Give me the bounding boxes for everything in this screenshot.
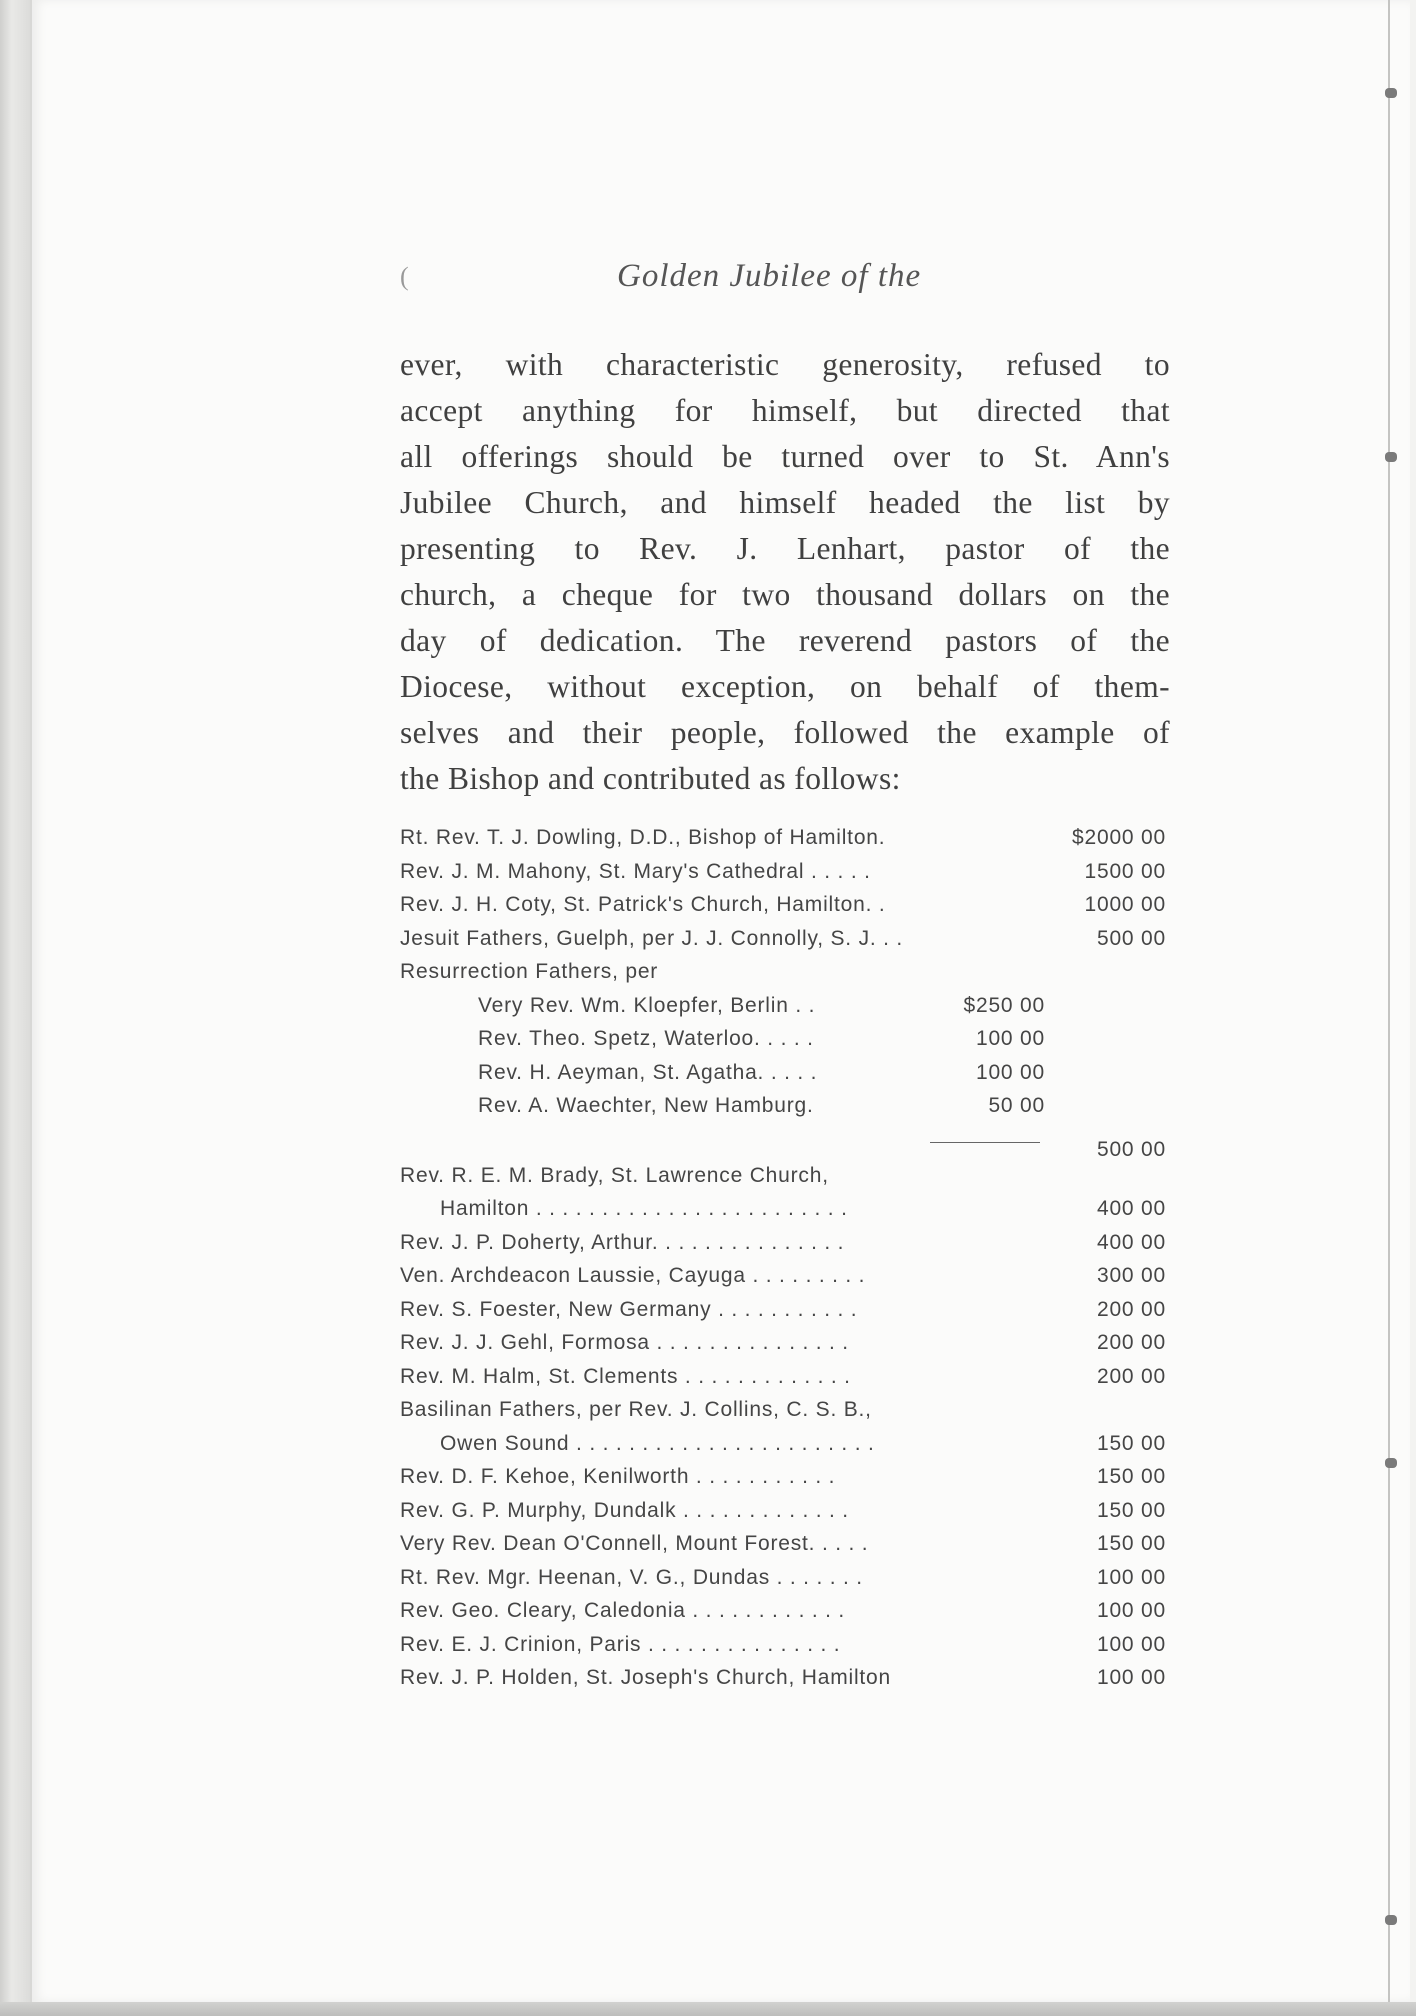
- body-line: church, a cheque for two thousand dollars on the: [400, 577, 1170, 612]
- donation-amount: $250 00: [963, 993, 1045, 1017]
- body-line: ever, with characteristic generosity, refused to: [400, 347, 1170, 382]
- list-item: [400, 1365, 1170, 1399]
- donor-name: Rev. A. Waechter, New Hamburg.: [478, 1094, 814, 1117]
- list-item: [400, 1666, 1170, 1700]
- donation-amount: 100 00: [1096, 1632, 1166, 1656]
- body-line: accept anything for himself, but directed that: [400, 393, 1170, 428]
- donor-name: Rev. E. J. Crinion, Paris . . . . . . . . . . . . . . .: [400, 1632, 841, 1656]
- body-line: Jubilee Church, and himself headed the list by: [400, 485, 1170, 520]
- donation-amount: 100 00: [975, 1027, 1045, 1050]
- list-item: [400, 1398, 1170, 1432]
- sub-list-item: [400, 1061, 1170, 1095]
- list-item: [400, 1164, 1170, 1198]
- list-item: [400, 1499, 1170, 1533]
- subtotal-row: [400, 1128, 1170, 1164]
- list-item: [400, 1633, 1170, 1667]
- donor-name: Rev. J. J. Gehl, Formosa . . . . . . . . . . . . . . .: [400, 1331, 849, 1354]
- donor-name: Very Rev. Wm. Kloepfer, Berlin . .: [478, 993, 816, 1017]
- donor-name: Rev. J. P. Holden, St. Joseph's Church, Hamilton: [400, 1666, 892, 1689]
- margin-mark: (: [400, 262, 409, 291]
- donor-name: Rev. Geo. Cleary, Caledonia . . . . . . . . . . . .: [400, 1599, 846, 1622]
- running-head: [400, 258, 1000, 295]
- donation-amount: 1000 00: [1084, 893, 1166, 916]
- page-right-edge: [1388, 0, 1398, 2002]
- binding-clip-icon: [1385, 88, 1397, 98]
- donor-name: Rt. Rev. T. J. Dowling, D.D., Bishop of Hamilton.: [400, 826, 886, 849]
- donation-amount: 200 00: [1096, 1297, 1166, 1321]
- donor-name: Jesuit Fathers, Guelph, per J. J. Connolly, S. J. . .: [400, 926, 904, 950]
- donor-name: Rev. J. H. Coty, St. Patrick's Church, Hamilton. .: [400, 893, 886, 916]
- donor-name: Rev. G. P. Murphy, Dundalk . . . . . . . . . . . . .: [400, 1498, 849, 1522]
- donor-name: Hamilton . . . . . . . . . . . . . . . . . . . . . . . .: [440, 1197, 848, 1220]
- donation-amount: 400 00: [1096, 1230, 1166, 1254]
- list-item: [400, 1432, 1170, 1466]
- list-item: [400, 1532, 1170, 1566]
- donation-amount: 200 00: [1096, 1364, 1166, 1388]
- body-paragraph: [400, 342, 1170, 802]
- donor-name: Rev. H. Aeyman, St. Agatha. . . . .: [478, 1060, 818, 1084]
- body-line: day of dedication. The reverend pastors of the: [400, 623, 1170, 658]
- sub-list-item: [400, 1094, 1170, 1128]
- subscription-list: [400, 826, 1170, 1700]
- sub-list-item: [400, 994, 1170, 1028]
- list-item: [400, 960, 1170, 994]
- list-item: [400, 1298, 1170, 1332]
- donation-amount: 150 00: [1096, 1431, 1166, 1455]
- page-stack-left-edge: [0, 0, 30, 2016]
- donation-amount: 100 00: [975, 1060, 1045, 1084]
- donation-amount: 150 00: [1096, 1532, 1166, 1555]
- binding-clip-icon: [1385, 1458, 1397, 1468]
- donor-name: Very Rev. Dean O'Connell, Mount Forest. . . . .: [400, 1532, 869, 1555]
- sub-list-item: [400, 1027, 1170, 1061]
- donor-name: Rev. D. F. Kehoe, Kenilworth . . . . . . . . . . .: [400, 1465, 836, 1488]
- donor-name: Rev. M. Halm, St. Clements . . . . . . . . . . . . .: [400, 1364, 851, 1388]
- donation-amount: 500 00: [1096, 926, 1166, 950]
- body-line: the Bishop and contributed as follows:: [400, 761, 901, 796]
- donation-amount: $2000 00: [1072, 826, 1166, 849]
- donation-amount: 50 00: [988, 1094, 1045, 1117]
- list-item: [400, 1331, 1170, 1365]
- list-item: [400, 927, 1170, 961]
- list-item: [400, 1197, 1170, 1231]
- list-item: [400, 1264, 1170, 1298]
- list-item: [400, 1231, 1170, 1265]
- subtotal-amount: 500 00: [1096, 1137, 1166, 1161]
- list-item: [400, 826, 1170, 860]
- list-item: [400, 1465, 1170, 1499]
- donor-name: Owen Sound . . . . . . . . . . . . . . . . . . . . . . .: [440, 1431, 875, 1455]
- subtotal-rule: [930, 1142, 1040, 1143]
- donation-amount: 100 00: [1096, 1565, 1166, 1589]
- donation-amount: 150 00: [1096, 1465, 1166, 1488]
- binding-clip-icon: [1385, 452, 1397, 462]
- donor-name: Basilinan Fathers, per Rev. J. Collins, C. S. B.,: [400, 1398, 872, 1421]
- list-item: [400, 860, 1170, 894]
- donor-name: Rev. J. P. Doherty, Arthur. . . . . . . . . . . . . . .: [400, 1230, 845, 1254]
- donor-name: Rt. Rev. Mgr. Heenan, V. G., Dundas . . . . . . .: [400, 1565, 863, 1589]
- list-item: [400, 1566, 1170, 1600]
- donation-amount: 200 00: [1096, 1331, 1166, 1354]
- running-head-text: Golden Jubilee of the: [617, 258, 922, 294]
- body-line: Diocese, without exception, on behalf of them-: [400, 669, 1170, 704]
- binding-clip-icon: [1385, 1915, 1397, 1925]
- donation-amount: 400 00: [1096, 1197, 1166, 1220]
- body-line: selves and their people, followed the example of: [400, 715, 1170, 750]
- donor-name: Ven. Archdeacon Laussie, Cayuga . . . . . . . . .: [400, 1264, 866, 1287]
- list-item: [400, 893, 1170, 927]
- donation-amount: 100 00: [1096, 1599, 1166, 1622]
- donation-amount: 300 00: [1096, 1264, 1166, 1287]
- donor-name: Resurrection Fathers, per: [400, 960, 659, 983]
- body-line: presenting to Rev. J. Lenhart, pastor of the: [400, 531, 1170, 566]
- page-stack-bottom-edge: [0, 2002, 1416, 2016]
- donor-name: Rev. S. Foester, New Germany . . . . . . . . . . .: [400, 1297, 858, 1321]
- donor-name: Rev. Theo. Spetz, Waterloo. . . . .: [478, 1027, 814, 1050]
- list-item: [400, 1599, 1170, 1633]
- donation-amount: 1500 00: [1084, 859, 1166, 883]
- donor-name: Rev. J. M. Mahony, St. Mary's Cathedral . . . . .: [400, 859, 871, 883]
- donation-amount: 150 00: [1096, 1498, 1166, 1522]
- body-line: all offerings should be turned over to St. Ann's: [400, 439, 1170, 474]
- donor-name: Rev. R. E. M. Brady, St. Lawrence Church,: [400, 1163, 829, 1187]
- donation-amount: 100 00: [1096, 1666, 1166, 1689]
